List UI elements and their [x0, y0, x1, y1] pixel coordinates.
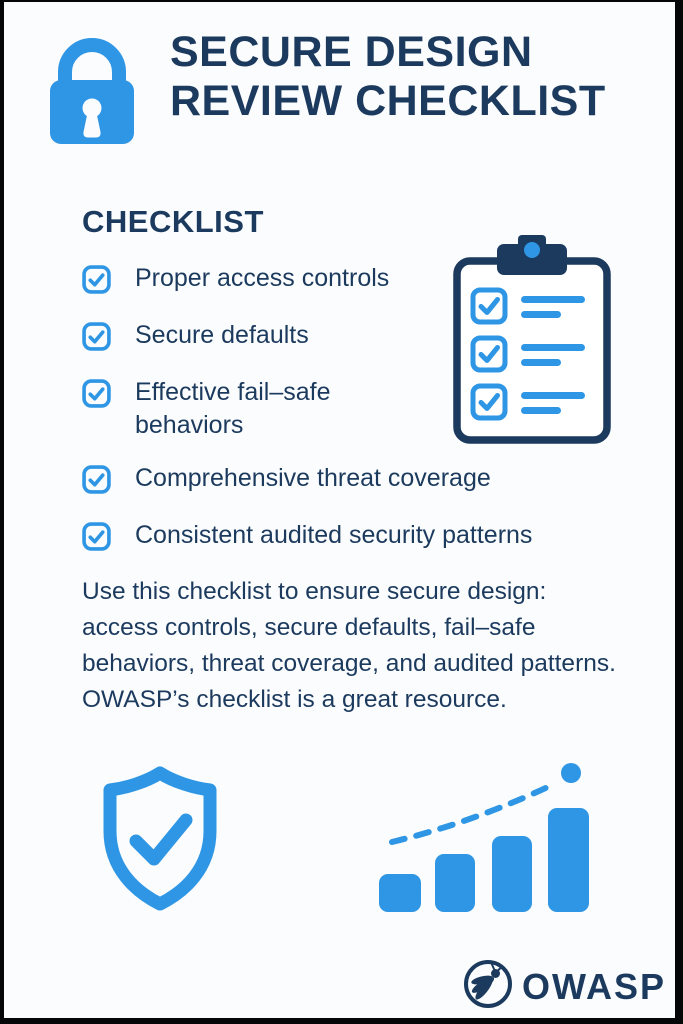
checkbox-checked-icon [82, 465, 111, 499]
lock-icon [50, 30, 134, 150]
owasp-logo [462, 958, 666, 1015]
growth-chart-icon [374, 760, 590, 920]
page-title [170, 28, 606, 126]
infographic-page [4, 2, 675, 1018]
header [50, 28, 655, 150]
clipboard-checklist-icon [452, 235, 612, 450]
checklist-item-label: Secure defaults [135, 321, 309, 349]
section-heading: CHECKLIST [82, 204, 264, 239]
checkbox-checked-icon [82, 522, 111, 556]
checkbox-checked-icon [82, 379, 111, 413]
checklist-item-label: Proper access controls [135, 264, 390, 292]
checklist-item-label: Comprehensive threat coverage [135, 464, 491, 492]
checklist-item [82, 462, 642, 499]
shield-check-icon [94, 765, 226, 917]
checkbox-checked-icon [82, 322, 111, 356]
owasp-wasp-icon [462, 958, 514, 1015]
checklist-item-label: Effective fail–safe behaviors [135, 378, 331, 439]
owasp-wordmark: OWASP [522, 965, 667, 1007]
checklist-item-label: Consistent audited security patterns [135, 521, 533, 549]
title-line-2: REVIEW CHECKLIST [170, 77, 606, 125]
body-paragraph: Use this checklist to ensure secure design: access controls, secure defaults, fail–safe behaviors, threat coverage, and audited patterns. OWASP’s checklist is a great resource. [82, 578, 616, 713]
checkbox-checked-icon [82, 265, 111, 299]
title-line-1: SECURE DESIGN [170, 28, 533, 76]
checklist-item [82, 519, 642, 556]
